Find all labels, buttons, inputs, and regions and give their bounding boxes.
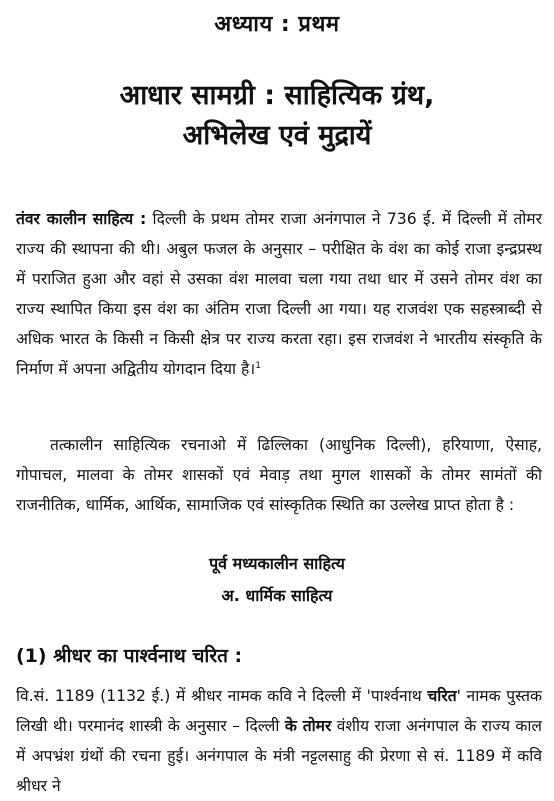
- text-run: वि.सं. 1189 (1132 ई.) में श्रीधर नामक कवि ने दिल्ली में 'पार्श्वनाथ: [16, 687, 428, 705]
- chapter-heading: अध्याय : प्रथम: [214, 12, 340, 37]
- text-run-bold: चरित: [427, 687, 457, 705]
- subheading-religious-literature: अ. धार्मिक साहित्य: [221, 586, 333, 605]
- paragraph-lead: तंवर कालीन साहित्य :: [16, 210, 147, 228]
- paragraph-tomar-literature: [16, 204, 542, 384]
- text-run: ' नामक पुस्तक लिखी थी। परमानंद शास्त्री के अनुसार – दिल्ली: [16, 687, 543, 735]
- subheading-early-medieval: पूर्व मध्यकालीन साहित्य: [209, 554, 345, 573]
- paragraph-body: दिल्ली के प्रथम तोमर राजा अनंगपाल ने 736 ई. में दिल्ली में तोमर राज्य की स्थापना की थी। अबुल फजल के अनुसार – परीक्षित के वंश का कोई राजा इन्द्रप्रस्थ में पराजित हुआ और वहां से उसका वंश मालवा चला गया तथा धार में उसने तोमर वंश का राज्य स्थापित किया इस वंश का अंतिम राजा दिल्ली आ गया। यह राजवंश एक सहस्त्राब्दी से अधिक भारत के किसी न किसी क्षेत्र पर राज्य करता रहा। इस राजवंश ने भारतीय संस्कृति के निर्माण में अपना अद्वितीय योगदान दिया है।: [16, 210, 542, 378]
- chapter-title-line-1: आधार सामग्री : साहित्यिक ग्रंथ,: [119, 80, 435, 111]
- paragraph-shridhar: [16, 681, 542, 801]
- section-heading-parshvanath: (1) श्रीधर का पार्श्वनाथ चरित :: [16, 645, 243, 667]
- chapter-title: [0, 76, 554, 156]
- text-run-bold: के तोमर: [284, 717, 332, 735]
- text-run: वंशीय राजा अनंगपाल के राज्य काल में अपभ्रंश ग्रंथों की रचना हुई। अनंगपाल के मंत्री नट्टलसाहु की प्रेरणा से सं. 1189 में कवि श्रीधर ने: [16, 717, 542, 795]
- footnote-marker: 1: [255, 360, 261, 371]
- chapter-title-line-2: अभिलेख एवं मुद्रायें: [182, 120, 372, 151]
- paragraph-contemporary-works: तत्कालीन साहित्यिक रचनाओ में ढिल्लिका (आधुनिक दिल्ली), हरियाणा, ऐसाह, गोपाचल, मालवा के तोमर शासकों एवं मेवाड़ तथा मुगल शासकों के तोमर सामंतों की राजनीतिक, धार्मिक, आर्थिक, सामाजिक एवं सांस्कृतिक स्थिति का उल्लेख प्राप्त होता है :: [16, 436, 542, 514]
